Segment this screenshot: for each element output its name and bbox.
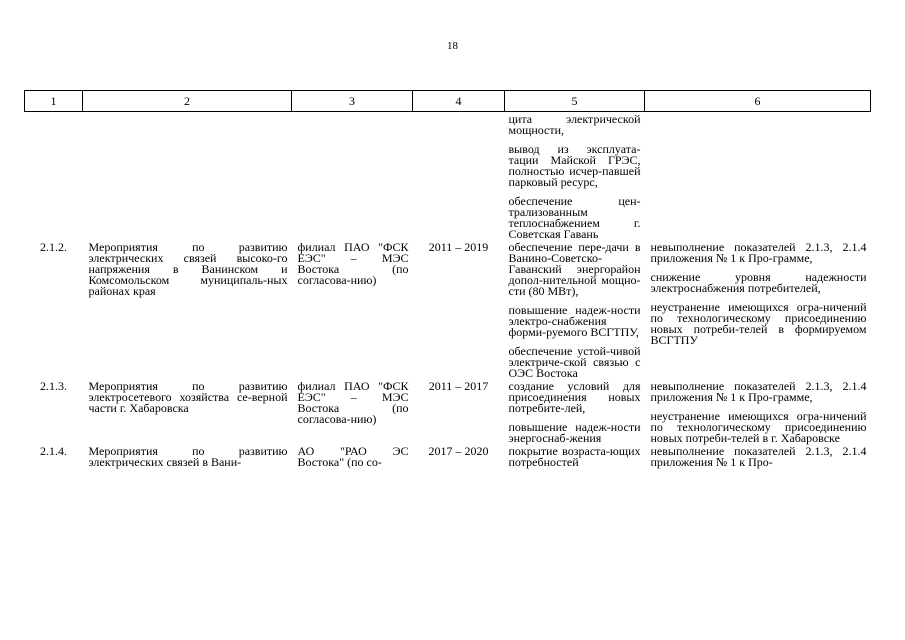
page-number: 18 <box>447 40 458 52</box>
consequence-text: неустранение имеющихся огра-ничений по технологическому присоединению новых потреби-телей в г. Хабаровске <box>650 409 867 445</box>
period: 2017 – 2020 <box>428 444 489 458</box>
measure-name: Мероприятия по развитию электросетевого хозяйства се-верной части г. Хабаровска <box>88 379 288 415</box>
column-header: 5 <box>505 91 645 112</box>
column-header: 3 <box>292 91 413 112</box>
result-text: вывод из эксплуата-тации Майской ГРЭС, полностью исчер-павшей парковый ресурс, <box>508 142 641 189</box>
program-table <box>24 90 871 468</box>
row-number: 2.1.4. <box>40 444 67 458</box>
consequence-text: невыполнение показателей 2.1.3, 2.1.4 приложения № 1 к Про-грамме, <box>650 240 867 265</box>
consequence-text: невыполнение показателей 2.1.3, 2.1.4 приложения № 1 к Про- <box>650 444 867 469</box>
table-row <box>25 240 871 379</box>
table-header-row <box>25 91 871 112</box>
measure-name: Мероприятия по развитию электрических связей в Вани- <box>88 444 288 469</box>
executor: филиал ПАО "ФСК ЕЭС" – МЭС Востока (по согласова-нию) <box>297 379 409 426</box>
result-text: покрытие возраста-ющих потребностей <box>508 444 641 469</box>
measure-name: Мероприятия по развитию электрических связей высоко-го напряжения в Ванинском и Комсомольском муниципаль-ных районах края <box>88 240 288 298</box>
result-text: обеспечение цен-трализованным теплоснабжением г. Советская Гавань <box>508 194 641 241</box>
column-header: 4 <box>413 91 505 112</box>
result-text: обеспечение пере-дачи в Ванино-Советско-Гаванский энергорайон допол-нительной мощно-сти (80 МВт), <box>508 240 641 298</box>
executor: АО "РАО ЭС Востока" (по со- <box>297 444 409 469</box>
executor: филиал ПАО "ФСК ЕЭС" – МЭС Востока (по согласова-нию) <box>297 240 409 287</box>
period: 2011 – 2019 <box>428 240 489 254</box>
row-number: 2.1.3. <box>40 379 67 393</box>
continuation-row <box>25 112 871 241</box>
table-row <box>25 379 871 444</box>
result-text: повышение надеж-ности энергоснаб-жения <box>508 420 641 445</box>
column-header: 6 <box>645 91 871 112</box>
consequence-text: неустранение имеющихся огра-ничений по технологическому присоединению новых потреби-телей в формируемом ВСГТПУ <box>650 300 867 347</box>
result-text: создание условий для присоединения новых потребите-лей, <box>508 379 641 415</box>
consequence-text: невыполнение показателей 2.1.3, 2.1.4 приложения № 1 к Про-грамме, <box>650 379 867 404</box>
row-number: 2.1.2. <box>40 240 67 254</box>
period: 2011 – 2017 <box>428 379 489 393</box>
table-row <box>25 444 871 468</box>
column-header: 2 <box>83 91 292 112</box>
consequence-text: снижение уровня надежности электроснабжения потребителей, <box>650 270 867 295</box>
result-text: цита электрической мощности, <box>508 112 641 137</box>
result-text: обеспечение устой-чивой электриче-ской связью с ОЭС Востока <box>508 344 641 380</box>
result-text: повышение надеж-ности электро-снабжения форми-руемого ВСГТПУ, <box>508 303 641 339</box>
column-header: 1 <box>25 91 83 112</box>
